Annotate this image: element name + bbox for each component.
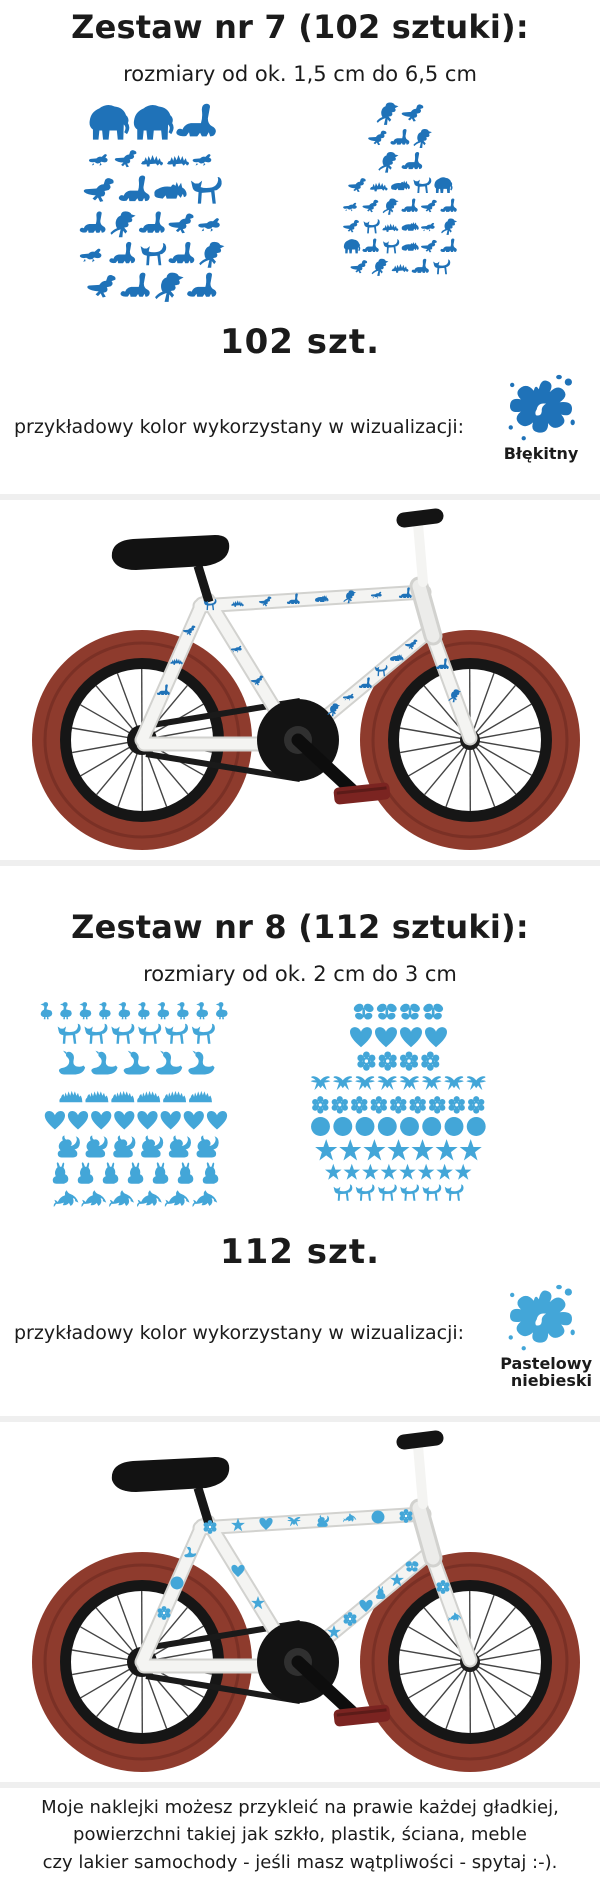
lizard-sticker-icon [89,154,108,166]
butterfly-sticker-icon [399,1002,422,1021]
bike-visualization [0,494,600,866]
flower-sticker-icon [400,1051,418,1070]
tricera-sticker-icon [154,182,186,199]
cat-sticker-icon [334,1185,353,1201]
circle-sticker-icon [445,1117,464,1136]
piece-count: 112 szt. [219,1232,380,1272]
hedgehog-sticker-icon [189,1091,212,1102]
star-sticker-icon [362,1164,379,1180]
goose-sticker-icon [138,1002,150,1019]
tricera-sticker-icon [402,242,419,251]
cat-sticker-icon [433,260,450,275]
hedgehog-sticker-icon [85,1091,108,1102]
circle-sticker-icon [311,1117,330,1136]
circle-sticker-icon [467,1117,486,1136]
raptor-sticker-icon [421,200,437,213]
butterfly-sticker-icon [422,1002,445,1021]
footer-note [0,1794,600,1876]
trex-sticker-icon [199,242,224,268]
sticker-clusters [0,100,600,306]
goose-sticker-icon [80,1002,92,1019]
raptor-sticker-icon [402,104,424,121]
cat-sticker-icon [141,243,167,265]
sauropod-sticker-icon [440,198,456,211]
heart-sticker-icon [425,1027,447,1047]
rabbit-sticker-icon [53,1162,69,1183]
mammoth-sticker-icon [134,105,174,140]
stego-sticker-icon [382,223,398,231]
set-8-section [0,908,600,1788]
sticker-cluster-right [310,100,490,280]
sauropod-sticker-icon [121,273,150,297]
flower-sticker-icon [390,1096,406,1113]
cat-sticker-icon [356,1185,375,1201]
trex-sticker-icon [155,273,184,302]
cat-sticker-icon [111,1024,134,1044]
circle-sticker-icon [400,1117,419,1136]
swan-sticker-icon [59,1051,85,1075]
heart-sticker-icon [400,1027,422,1047]
goose-sticker-icon [216,1002,228,1019]
set-title: Zestaw nr 8 (112 sztuki): [71,908,529,946]
circle-sticker-icon [333,1117,352,1136]
color-info-row [0,1280,600,1402]
paint-splat-icon [501,1282,581,1354]
raptor-sticker-icon [348,178,365,192]
heart-sticker-icon [350,1027,372,1047]
sauropod-sticker-icon [412,259,429,273]
star-sticker-icon [460,1139,482,1160]
stego-sticker-icon [392,264,409,273]
color-info-row [0,370,600,478]
butterfly-sticker-icon [375,1002,398,1021]
swan-sticker-icon [156,1051,182,1075]
raptor-sticker-icon [343,220,359,233]
paint-splat-icon [501,372,581,444]
squirrel-sticker-icon [113,1135,135,1157]
flower-sticker-icon [429,1096,445,1113]
heart-sticker-icon [137,1111,157,1130]
circle-sticker-icon [378,1117,397,1136]
heart-sticker-icon [91,1111,111,1130]
star-sticker-icon [315,1139,337,1160]
sauropod-sticker-icon [362,239,378,252]
dolphin-sticker-icon [109,1190,134,1207]
raptor-sticker-icon [351,260,368,273]
bird-sticker-icon [444,1076,464,1090]
rabbit-sticker-icon [128,1162,144,1183]
hedgehog-sticker-icon [137,1091,160,1102]
sauropod-sticker-icon [139,211,165,232]
rabbit-sticker-icon [78,1162,94,1183]
bird-sticker-icon [333,1076,353,1090]
goose-sticker-icon [196,1002,208,1019]
cat-sticker-icon [191,177,222,204]
bird-sticker-icon [377,1076,397,1090]
butterfly-sticker-icon [352,1002,375,1021]
squirrel-sticker-icon [86,1135,108,1157]
flower-sticker-icon [421,1051,439,1070]
goose-sticker-icon [157,1002,169,1019]
dolphin-sticker-icon [137,1190,162,1207]
sticker-cluster-left [52,100,252,306]
color-sample [488,1282,594,1390]
stego-sticker-icon [141,155,163,166]
cat-sticker-icon [445,1185,464,1201]
dolphin-sticker-icon [82,1190,107,1207]
circle-sticker-icon [171,1577,184,1590]
mammoth-sticker-icon [434,177,452,193]
lizard-sticker-icon [80,249,102,263]
trex-sticker-icon [441,219,457,235]
flower-sticker-icon [449,1096,465,1113]
raptor-sticker-icon [368,131,386,146]
cat-sticker-icon [413,178,431,194]
set-size-range: rozmiary od ok. 1,5 cm do 6,5 cm [123,62,477,86]
heart-sticker-icon [114,1111,134,1130]
footer-line: powierzchni takiej jak szkło, plastik, ściana, meble [73,1824,527,1846]
star-sticker-icon [436,1164,453,1180]
flower-sticker-icon [312,1096,328,1113]
goose-sticker-icon [99,1002,111,1019]
star-sticker-icon [325,1164,342,1180]
sauropod-sticker-icon [402,152,423,169]
set-title: Zestaw nr 7 (102 sztuki): [71,8,529,46]
sticker-clusters [0,1000,600,1216]
color-name-label: Błękitny [503,444,579,463]
lizard-sticker-icon [421,223,435,232]
trex-sticker-icon [110,211,135,237]
tricera-sticker-icon [391,180,410,190]
bmx-bike-image [0,1416,600,1788]
lizard-sticker-icon [343,203,357,212]
swan-sticker-icon [124,1051,150,1075]
dolphin-sticker-icon [165,1190,190,1207]
heart-sticker-icon [161,1111,181,1130]
rabbit-sticker-icon [103,1162,119,1183]
trex-sticker-icon [383,198,399,214]
swan-sticker-icon [188,1051,214,1075]
goose-sticker-icon [41,1002,53,1019]
swan-sticker-icon [91,1051,117,1075]
heart-sticker-icon [45,1111,65,1130]
cat-sticker-icon [165,1024,188,1044]
flower-sticker-icon [332,1096,348,1113]
circle-sticker-icon [372,1511,385,1524]
rabbit-sticker-icon [178,1162,194,1183]
sauropod-sticker-icon [187,273,216,297]
rabbit-sticker-icon [203,1162,219,1183]
trex-sticker-icon [377,103,399,125]
sauropod-sticker-icon [390,129,409,145]
raptor-sticker-icon [87,275,115,297]
cat-sticker-icon [192,1024,215,1044]
raptor-sticker-icon [169,214,194,234]
cat-sticker-icon [383,239,399,253]
heart-sticker-icon [375,1027,397,1047]
sauropod-sticker-icon [169,242,195,263]
piece-count: 102 szt. [219,322,380,362]
star-sticker-icon [387,1139,409,1160]
circle-sticker-icon [422,1117,441,1136]
hedgehog-sticker-icon [59,1091,82,1102]
sauropod-sticker-icon [109,242,135,263]
color-name-label: Pastelowy niebieski [500,1354,592,1391]
bmx-bike-image [0,494,600,866]
cat-sticker-icon [84,1024,107,1044]
cat-sticker-icon [422,1185,441,1201]
sticker-cluster-right [305,1000,490,1206]
cat-sticker-icon [364,219,380,233]
flower-sticker-icon [410,1096,426,1113]
star-sticker-icon [344,1164,361,1180]
flower-sticker-icon [468,1096,484,1113]
star-sticker-icon [411,1139,433,1160]
footer-line: czy lakier samochody - jeśli masz wątpliwości - spytaj :-). [42,1851,558,1873]
raptor-sticker-icon [115,150,137,167]
trex-sticker-icon [378,152,398,173]
cat-sticker-icon [138,1024,161,1044]
color-note: przykładowy kolor wykorzystany w wizualizacji: [14,416,465,438]
stego-sticker-icon [167,155,189,166]
rabbit-sticker-icon [153,1162,169,1183]
bird-sticker-icon [311,1076,331,1090]
goose-sticker-icon [60,1002,72,1019]
circle-sticker-icon [356,1117,375,1136]
star-sticker-icon [399,1164,416,1180]
squirrel-sticker-icon [141,1135,163,1157]
goose-sticker-icon [118,1002,130,1019]
raptor-sticker-icon [84,178,114,202]
star-sticker-icon [436,1139,458,1160]
flower-sticker-icon [379,1051,397,1070]
stego-sticker-icon [370,182,388,191]
bird-sticker-icon [355,1076,375,1090]
lizard-sticker-icon [193,154,212,166]
star-sticker-icon [363,1139,385,1160]
set-size-range: rozmiary od ok. 2 cm do 3 cm [143,962,457,986]
cat-sticker-icon [400,1185,419,1201]
sauropod-sticker-icon [401,198,417,211]
trex-sticker-icon [413,129,431,148]
sauropod-sticker-icon [80,211,106,232]
bird-sticker-icon [466,1076,486,1090]
dolphin-sticker-icon [54,1190,79,1207]
heart-sticker-icon [68,1111,88,1130]
bike-visualization [0,1416,600,1788]
bird-sticker-icon [400,1076,420,1090]
cat-sticker-icon [378,1185,397,1201]
star-sticker-icon [381,1164,398,1180]
cat-sticker-icon [58,1024,81,1044]
flower-sticker-icon [371,1096,387,1113]
bird-sticker-icon [422,1076,442,1090]
sauropod-sticker-icon [119,176,150,202]
squirrel-sticker-icon [169,1135,191,1157]
hedgehog-sticker-icon [111,1091,134,1102]
star-sticker-icon [418,1164,435,1180]
squirrel-sticker-icon [197,1135,219,1157]
flower-sticker-icon [357,1051,375,1070]
heart-sticker-icon [207,1111,227,1130]
flower-sticker-icon [351,1096,367,1113]
sauropod-sticker-icon [176,104,216,137]
raptor-sticker-icon [363,200,379,213]
squirrel-sticker-icon [58,1135,80,1157]
trex-sticker-icon [372,259,389,276]
raptor-sticker-icon [421,240,437,253]
color-note: przykładowy kolor wykorzystany w wizualizacji: [14,1322,465,1344]
heart-sticker-icon [184,1111,204,1130]
star-sticker-icon [455,1164,472,1180]
star-sticker-icon [339,1139,361,1160]
sauropod-sticker-icon [440,239,456,252]
color-sample [488,372,594,462]
goose-sticker-icon [177,1002,189,1019]
sticker-cluster-left [35,1000,235,1216]
tricera-sticker-icon [402,222,419,231]
mammoth-sticker-icon [344,239,360,253]
footer-line: Moje naklejki możesz przykleić na prawie każdej gładkiej, [41,1797,559,1818]
set-7-section [0,8,600,866]
hedgehog-sticker-icon [163,1091,186,1102]
dolphin-sticker-icon [193,1190,218,1207]
product-description-page [0,8,600,1876]
lizard-sticker-icon [198,218,220,232]
mammoth-sticker-icon [90,105,130,140]
